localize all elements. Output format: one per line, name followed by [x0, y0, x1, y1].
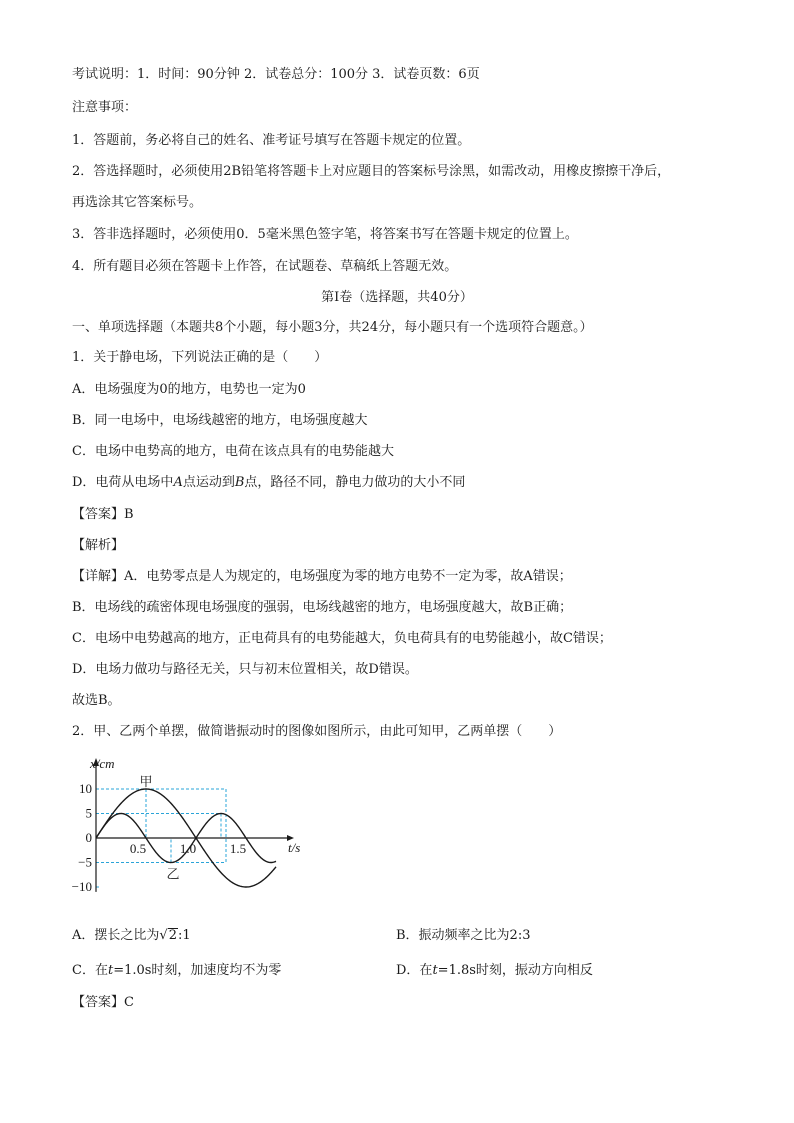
section-title: 第Ⅰ卷（选择题，共40分）: [321, 290, 473, 305]
series-label-jia: 甲: [139, 774, 153, 789]
q2-option-a-pre: A．摆长之比为: [72, 928, 160, 943]
q1-answer: [72, 506, 134, 524]
detail-text: A．电势零点是人为规定的，电场强度为零的地方电势不一定为零，故A错误；: [124, 569, 572, 584]
x-tick-label: 0.5: [129, 841, 147, 856]
sqrt-radicand: 2: [168, 928, 177, 943]
q2-option-b: B．振动频率之比为2:3: [396, 928, 531, 943]
q1-stem: 1．关于静电场，下列说法正确的是（ ）: [72, 350, 328, 365]
y-tick-label: −10: [71, 879, 92, 894]
series-label-yi: 乙: [166, 866, 180, 882]
y-tick-label: −5: [78, 854, 92, 870]
detail-tag: 【详解】: [72, 569, 125, 584]
answer-tag: 【答案】: [72, 995, 125, 1010]
q2-option-d-post: =1.8s时刻，振动方向相反: [437, 963, 593, 978]
part-title: 一、单项选择题（本题共8个小题，每小题3分，共24分，每小题只有一个选项符合题意。）: [72, 320, 593, 335]
q1-detail-1: [72, 568, 572, 586]
x-tick-label: 1.0: [179, 841, 197, 856]
notice-2-cont: 再选涂其它答案标号。: [72, 195, 203, 210]
q2-option-d: [396, 962, 593, 980]
notice-1: 1．答题前，务必将自己的姓名、准考证号填写在答题卡规定的位置。: [72, 133, 471, 148]
q1-option-b: B．同一电场中，电场线越密的地方，电场强度越大: [72, 413, 368, 428]
x-tick-label: 1.5: [229, 841, 247, 856]
notice-title: 注意事项：: [72, 100, 138, 115]
y-axis-label: x/cm: [90, 756, 115, 771]
notice-3: 3．答非选择题时，必须使用0．5毫米黑色签字笔，将答案书写在答题卡规定的位置上。: [72, 227, 578, 242]
y-tick-label: 0: [85, 830, 92, 845]
q1-analysis-tag: 【解析】: [72, 538, 125, 553]
q2-option-a-post: :1: [177, 928, 191, 943]
y-tick-label: 10: [79, 781, 92, 796]
q2-stem: 2．甲、乙两个单摆，做简谐振动时的图像如图所示，由此可知甲，乙两单摆（ ）: [72, 724, 562, 739]
answer-value: C: [124, 995, 134, 1010]
q1-option-d-pre: D．电荷从电场中: [72, 475, 174, 490]
q1-option-c: C．电场中电势高的地方，电荷在该点具有的电势能越大: [72, 444, 394, 459]
x-axis-label: t/s: [288, 840, 301, 855]
sqrt-symbol: √2: [159, 928, 177, 943]
q2-option-a: [72, 927, 191, 945]
q1-option-d: [72, 474, 465, 492]
y-tick-label: 5: [85, 805, 92, 821]
q2-option-c-t: t: [107, 963, 114, 978]
q1-option-d-post: 点，路径不同，静电力做功的大小不同: [244, 475, 466, 490]
q1-option-d-mid: 点运动到: [182, 475, 235, 490]
q1-option-d-point-b: B: [234, 475, 245, 490]
oscillation-graph: [71, 754, 301, 902]
q1-detail-2: B．电场线的疏密体现电场强度的强弱，电场线越密的地方，电场强度越大，故B正确；: [72, 600, 573, 615]
q2-option-d-t: t: [432, 963, 438, 978]
answer-tag: 【答案】: [72, 507, 125, 522]
notice-2: 2．答选择题时，必须使用2B铅笔将答题卡上对应题目的答案标号涂黑，如需改动，用橡皮擦擦干净后，: [72, 164, 671, 179]
answer-value: B: [124, 507, 134, 522]
q2-option-c-post: =1.0s时刻，加速度均不为零: [113, 963, 282, 978]
q1-detail-3: C．电场中电势越高的地方，正电荷具有的电势能越大，负电荷具有的电势能越小，故C错误；: [72, 631, 612, 646]
q1-option-d-point-a: A: [173, 475, 183, 490]
q2-option-d-pre: D．在: [396, 963, 433, 978]
q1-option-a: A．电场强度为0的地方，电势也一定为0: [72, 382, 306, 397]
notice-4: 4．所有题目必须在答题卡上作答，在试题卷、草稿纸上答题无效。: [72, 259, 458, 274]
q2-option-c-pre: C．在: [72, 963, 108, 978]
exam-info: 考试说明：1．时间：90分钟 2．试卷总分：100分 3．试卷页数：6页: [72, 67, 480, 82]
q1-detail-4: D．电场力做功与路径无关，只与初末位置相关，故D错误。: [72, 662, 418, 677]
q2-answer: [72, 994, 134, 1012]
q1-conclusion: 故选B。: [72, 693, 121, 708]
q2-option-c: [72, 962, 281, 980]
